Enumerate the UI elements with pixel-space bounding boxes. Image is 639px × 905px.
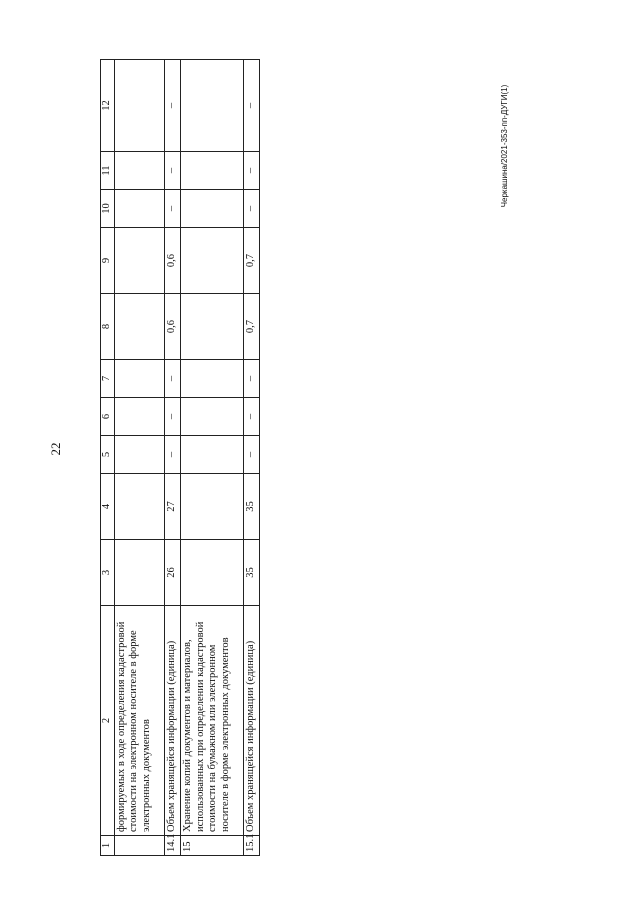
table-cell: 0,7	[243, 294, 259, 360]
table-cell: –	[243, 60, 259, 152]
table-cell: 35	[243, 474, 259, 540]
table-cell: –	[243, 152, 259, 190]
table-row	[181, 60, 244, 856]
table-cell	[181, 436, 244, 474]
table-cell	[114, 360, 165, 398]
table-cell	[114, 474, 165, 540]
table-cell: 0,7	[243, 228, 259, 294]
rotated-table-container	[100, 60, 260, 856]
table-cell: –	[165, 398, 181, 436]
table-cell: –	[165, 360, 181, 398]
table-cell: формируемых в ходе определения кадастровой стоимости на электронном носителе в форме электронных документов	[114, 606, 165, 836]
col-header: 2	[101, 606, 115, 836]
table-cell: Объем хранящейся информации (единица)	[243, 606, 259, 836]
table-cell	[181, 474, 244, 540]
table-cell: 0,6	[165, 228, 181, 294]
col-header: 4	[101, 474, 115, 540]
table-header-row	[101, 60, 115, 856]
table-cell: 35	[243, 540, 259, 606]
table-cell: –	[165, 436, 181, 474]
table-cell	[114, 398, 165, 436]
table-cell: –	[243, 360, 259, 398]
table-cell	[181, 540, 244, 606]
table-cell: Объем хранящейся информации (единица)	[165, 606, 181, 836]
table-cell: –	[243, 436, 259, 474]
col-header: 3	[101, 540, 115, 606]
table-cell	[114, 60, 165, 152]
table-cell: 15	[181, 836, 244, 856]
table-rotation	[100, 60, 260, 856]
page-number: 22	[48, 442, 63, 456]
col-header: 1	[101, 836, 115, 856]
table-cell	[181, 360, 244, 398]
table-cell	[114, 190, 165, 228]
table-row	[243, 60, 259, 856]
table-cell: 15.1	[243, 836, 259, 856]
table-cell: –	[165, 152, 181, 190]
table-cell	[114, 836, 165, 856]
table-cell	[181, 60, 244, 152]
document-reference: Черкашина/2021-353-пп-ДУГИ(1)	[500, 84, 509, 208]
col-header: 10	[101, 190, 115, 228]
table-row	[114, 60, 165, 856]
col-header: 12	[101, 60, 115, 152]
table-cell: –	[165, 60, 181, 152]
table-cell	[114, 294, 165, 360]
table-cell	[114, 228, 165, 294]
table-cell: –	[165, 190, 181, 228]
table-cell	[114, 540, 165, 606]
data-table	[100, 59, 260, 856]
table-cell	[181, 294, 244, 360]
table-row	[165, 60, 181, 856]
table-cell: 14.1	[165, 836, 181, 856]
table-cell	[114, 152, 165, 190]
col-header: 9	[101, 228, 115, 294]
table-cell	[181, 398, 244, 436]
col-header: 6	[101, 398, 115, 436]
col-header: 5	[101, 436, 115, 474]
table-cell	[114, 436, 165, 474]
table-cell: 0,6	[165, 294, 181, 360]
col-header: 7	[101, 360, 115, 398]
table-cell: –	[243, 190, 259, 228]
table-cell: 26	[165, 540, 181, 606]
table-cell	[181, 228, 244, 294]
table-cell: Хранение копий документов и материалов, использованных при определении кадастровой стоимости на бумажном или электронном носителе в форме электронных документов	[181, 606, 244, 836]
table-cell	[181, 152, 244, 190]
table-cell: –	[243, 398, 259, 436]
col-header: 11	[101, 152, 115, 190]
col-header: 8	[101, 294, 115, 360]
table-cell	[181, 190, 244, 228]
table-cell: 27	[165, 474, 181, 540]
